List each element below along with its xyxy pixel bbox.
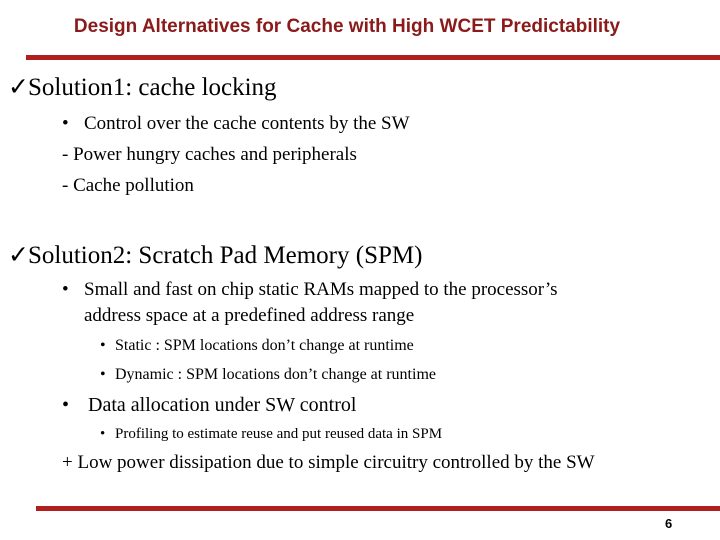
solution2-subpoint-dynamic: Dynamic : SPM locations don’t change at runtime: [115, 366, 436, 383]
bullet-icon: •: [100, 337, 106, 354]
solution2-point2-sub-row: [100, 426, 442, 443]
solution2-point2-row: [62, 394, 356, 417]
page-number: 6: [665, 516, 673, 531]
solution1-heading-row: [8, 72, 277, 102]
bullet-icon: •: [100, 426, 106, 442]
solution2-point2: Data allocation under SW control: [88, 394, 357, 416]
solution2-point1-line1: Small and fast on chip static RAMs mapped to the processor’s: [84, 279, 558, 300]
checkmark-icon: ✓: [8, 74, 29, 101]
solution2-heading-row: [8, 240, 422, 270]
bullet-icon: •: [62, 394, 70, 416]
checkmark-icon: ✓: [8, 242, 29, 269]
bullet-icon: •: [62, 113, 69, 134]
solution1-point-row: [62, 113, 410, 135]
solution1-point: Control over the cache contents by the SW: [84, 113, 410, 134]
solution2-subpoint-row: [100, 366, 436, 384]
solution1-con-1: - Power hungry caches and peripherals: [62, 144, 357, 165]
solution1-heading: Solution1: cache locking: [28, 74, 277, 101]
bullet-icon: •: [62, 279, 69, 300]
solution2-point1-row: [62, 279, 558, 301]
solution2-point2-sub: Profiling to estimate reuse and put reused data in SPM: [115, 426, 443, 442]
solution2-conclusion: + Low power dissipation due to simple circuitry controlled by the SW: [62, 452, 595, 473]
slide-title: Design Alternatives for Cache with High WCET Predictability: [73, 16, 621, 37]
solution2-subpoint-row: [100, 337, 414, 355]
title-divider: [26, 55, 720, 60]
solution1-con-2: - Cache pollution: [62, 175, 194, 196]
solution2-subpoint-static: Static : SPM locations don’t change at runtime: [115, 337, 414, 354]
solution2-heading: Solution2: Scratch Pad Memory (SPM): [28, 242, 423, 269]
solution2-point1-line2: address space at a predefined address range: [84, 305, 415, 326]
bullet-icon: •: [100, 366, 106, 383]
footer-divider: [36, 506, 720, 511]
